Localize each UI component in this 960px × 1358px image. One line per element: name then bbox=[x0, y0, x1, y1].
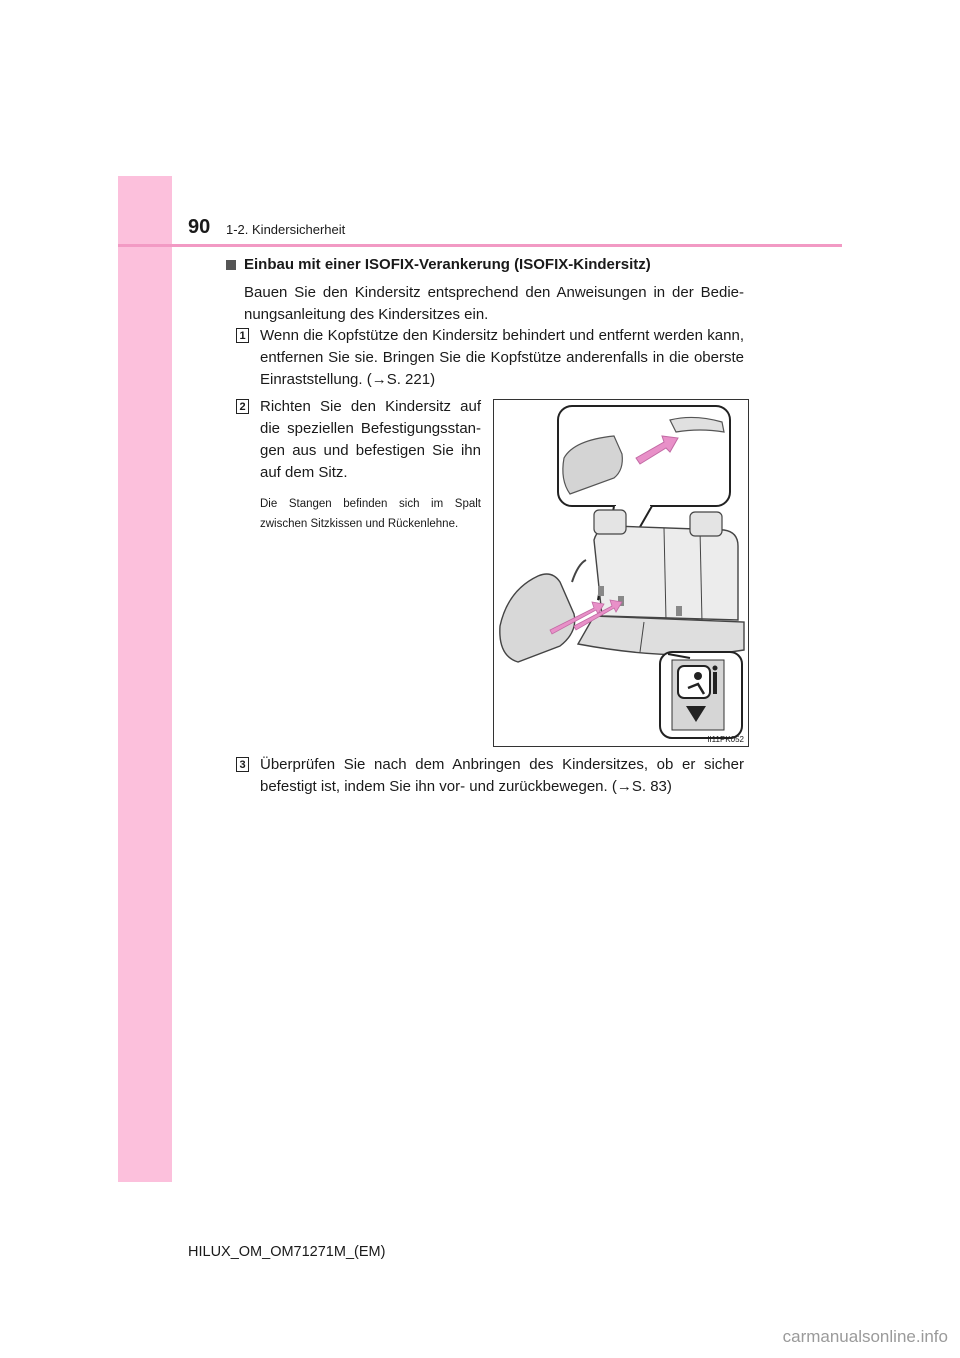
figure-code: II11PK052 bbox=[707, 735, 744, 744]
chapter-side-tab bbox=[118, 176, 172, 1182]
step-1-text: Wenn die Kopfstütze den Kindersitz behindert und entfernt werden kann, entfernen Sie sie. Bringen Sie die Kopfstütze anderenfalls in die oberste Einraststellung. (→S. 221) bbox=[260, 327, 744, 388]
subsection-heading bbox=[226, 256, 651, 273]
seat-diagram-icon bbox=[494, 400, 748, 746]
square-bullet-icon bbox=[226, 260, 236, 270]
subsection-heading-text: Einbau mit einer ISOFIX-Verankerung (ISOFIX-Kindersitz) bbox=[244, 256, 651, 273]
isofix-illustration bbox=[493, 399, 749, 747]
step-2-text: Richten Sie den Kindersitz auf die speziellen Befestigungsstangen aus und befestigen Sie ihn auf dem Sitz. bbox=[260, 398, 481, 481]
step-2-body bbox=[260, 396, 481, 534]
page-number: 90 bbox=[188, 216, 211, 238]
intro-paragraph: Bauen Sie den Kindersitz entsprechend den Anweisungen in der Bedienungsanleitung des Kindersitzes ein. bbox=[244, 284, 744, 323]
document-code-footer: HILUX_OM_OM71271M_(EM) bbox=[188, 1244, 386, 1260]
header-divider bbox=[118, 244, 842, 247]
step-number-badge: 2 bbox=[236, 399, 249, 414]
step-number-badge: 1 bbox=[236, 328, 249, 343]
section-title: 1-2. Kindersicherheit bbox=[226, 222, 346, 237]
step-3-text: Überprüfen Sie nach dem Anbringen des Kindersitzes, ob er sicher befestigt ist, indem Sie ihn vor- und zurückbewegen. (→S. 83) bbox=[260, 756, 744, 795]
watermark-text: carmanualsonline.info bbox=[782, 1327, 948, 1346]
step-number-badge: 3 bbox=[236, 757, 249, 772]
step-2-note: Die Stangen befinden sich im Spalt zwischen Sitzkissen und Rückenlehne. bbox=[260, 498, 481, 530]
